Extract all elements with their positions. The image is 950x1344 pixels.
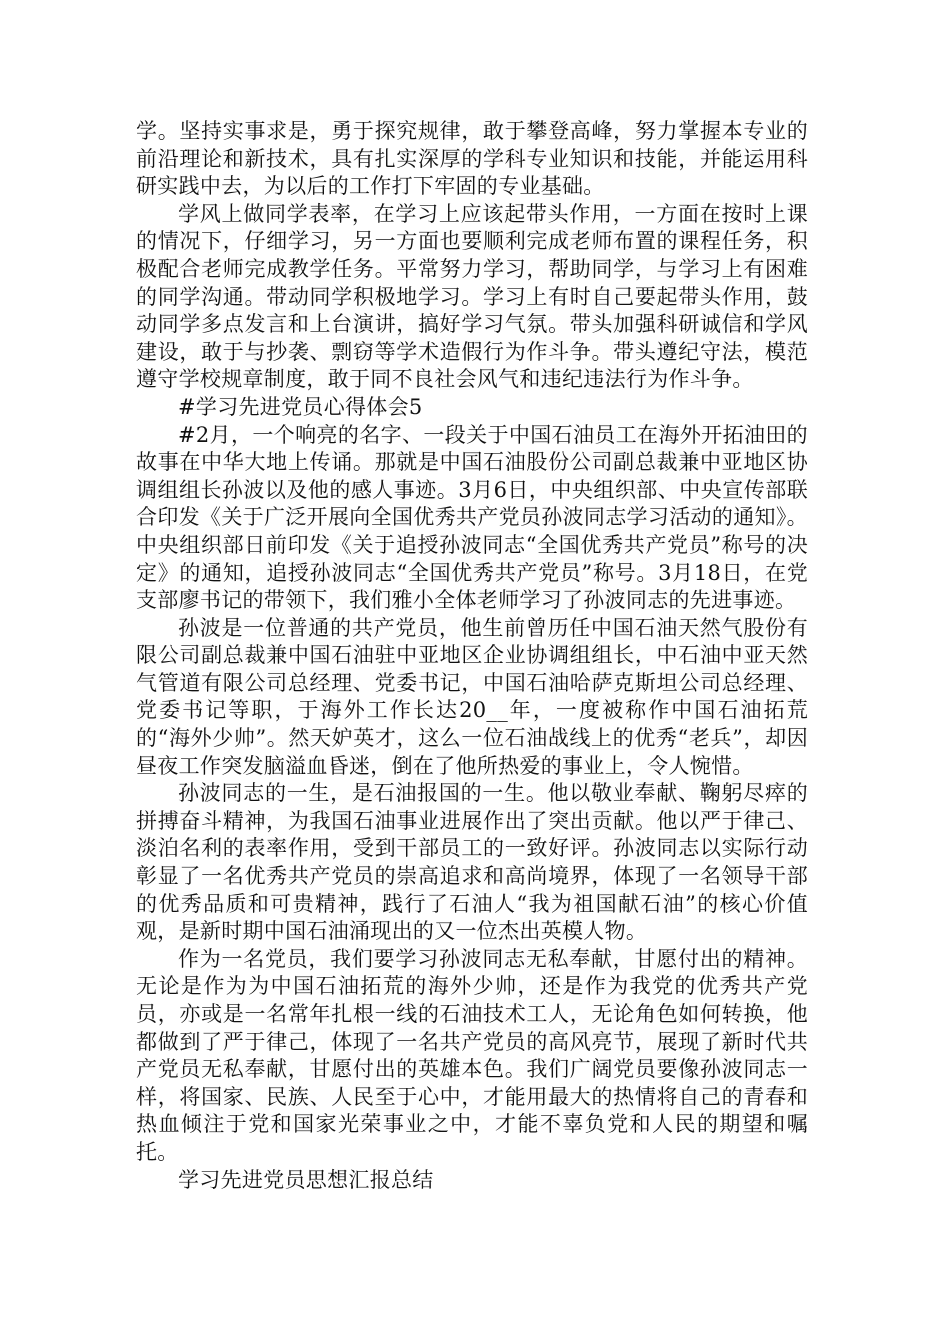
document-page: [136, 118, 808, 1194]
section-heading: #学习先进党员心得体会5: [178, 394, 423, 419]
paragraph-sunbo-career: 孙波是一位普通的共产党员，他生前曾历任中国石油天然气股份有限公司副总裁兼中国石油驻中亚地区企业协调组组长，中石油中亚天然气管道有限公司总经理、党委书记，中国石油哈萨克斯坦公司总经理、党委书记等职，于海外工作长达20__年，一度被称作中国石油拓荒的“海外少帅”。然天妒英才，这么一位石油战线上的优秀“老兵”，却因昼夜工作突发脑溢血昏迷，倒在了他所热爱的事业上，令人惋惜。: [136, 615, 808, 778]
paragraph-sunbo-intro: #2月，一个响亮的名字、一段关于中国石油员工在海外开拓油田的故事在中华大地上传诵。那就是中国石油股份公司副总裁兼中亚地区协调组组长孙波以及他的感人事迹。3月6日，中央组织部、中央宣传部联合印发《关于广泛开展向全国优秀共产党员孙波同志学习活动的通知》。中央组织部日前印发《关于追授孙波同志“全国优秀共产党员”称号的决定》的通知，追授孙波同志“全国优秀共产党员”称号。3月18日，在党支部廖书记的带领下，我们雅小全体老师学习了孙波同志的先进事迹。: [136, 422, 808, 613]
paragraph-sunbo-life: 孙波同志的一生，是石油报国的一生。他以敬业奉献、鞠躬尽瘁的拼搏奋斗精神，为我国石油事业进展作出了突出贡献。他以严于律己、淡泊名利的表率作用，受到干部员工的一致好评。孙波同志以实际行动彰显了一名优秀共产党员的崇高追求和高尚境界，体现了一名领导干部的优秀品质和可贵精神，践行了石油人“我为祖国献石油”的核心价值观，是新时期中国石油涌现出的又一位杰出英模人物。: [136, 781, 808, 944]
paragraph-learning: 作为一名党员，我们要学习孙波同志无私奉献，甘愿付出的精神。无论是作为为中国石油拓荒的海外少帅，还是作为我党的优秀共产党员，亦或是一名常年扎根一线的石油技术工人，无论角色如何转换，他都做到了严于律己，体现了一名共产党员的高风亮节，展现了新时代共产党员无私奉献，甘愿付出的英雄本色。我们广阔党员要像孙波同志一样，将国家、民族、人民至于心中，才能用最大的热情将自己的青春和热血倾注于党和国家光荣事业之中，才能不辜负党和人民的期望和嘱托。: [136, 946, 808, 1164]
paragraph-study-style: 学风上做同学表率，在学习上应该起带头作用，一方面在按时上课的情况下，仔细学习，另一方面也要顺利完成老师布置的课程任务，积极配合老师完成教学任务。平常努力学习，帮助同学，与学习上有困难的同学沟通。带动同学积极地学习。学习上有时自己要起带头作用，鼓动同学多点发言和上台演讲，搞好学习气氛。带头加强科研诚信和学风建设，敢于与抄袭、剽窃等学术造假行为作斗争。带头遵纪守法，模范遵守学校规章制度，敢于同不良社会风气和违纪违法行为作斗争。: [136, 201, 808, 392]
closing-heading: 学习先进党员思想汇报总结: [178, 1167, 434, 1192]
paragraph-continuation: 学。坚持实事求是，勇于探究规律，敢于攀登高峰，努力掌握本专业的前沿理论和新技术，具有扎实深厚的学科专业知识和技能，并能运用科研实践中去，为以后的工作打下牢固的专业基础。: [136, 119, 808, 199]
